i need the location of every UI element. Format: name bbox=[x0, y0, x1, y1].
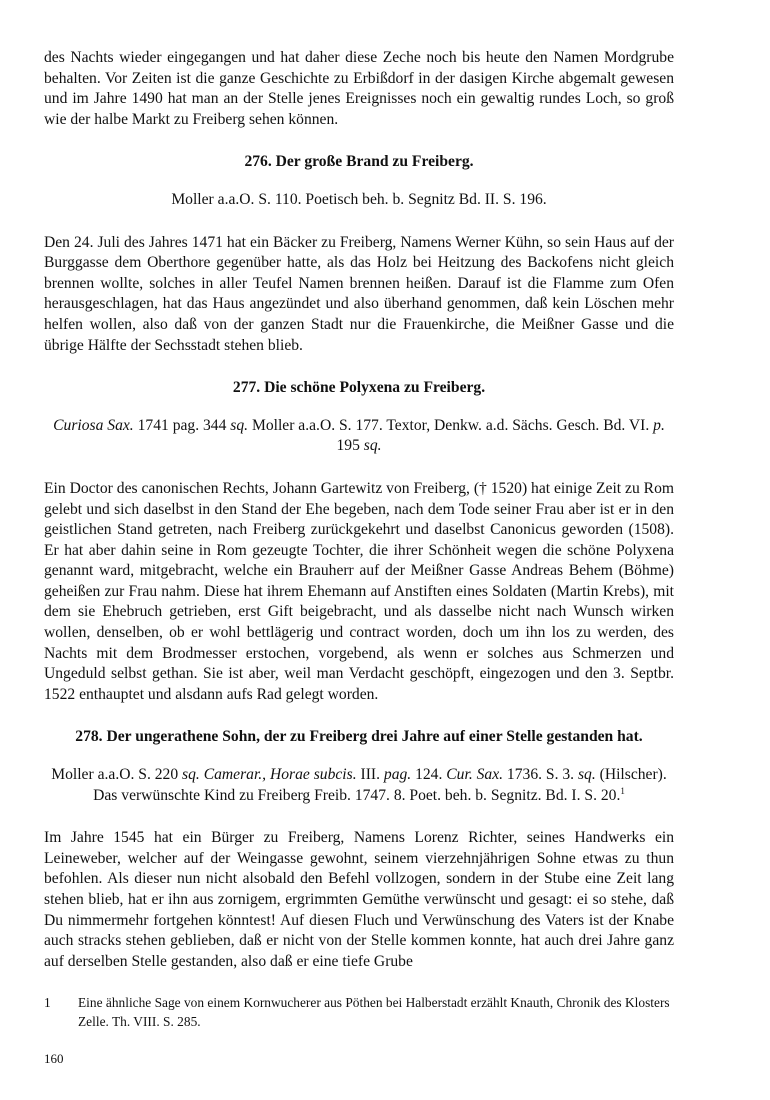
source-part: III. bbox=[356, 766, 384, 784]
section-277-body: Ein Doctor des canonischen Rechts, Johann Gartewitz von Freiberg, († 1520) hat einige Zeit zu Rom gelebt und sich daselbst in den Stand der Ehe begeben, nach dem Tode seiner Frau aber ist er in den geistlichen Stand getreten, nach Freiberg zurückgekehrt und daselbst Canonicus geworden (1508). Er hat aber dahin seine in Rom gezeugte Tochter, die ihrer Schönheit wegen die schöne Polyxena genannt ward, mitgebracht, welche ein Brauherr auf der Meißner Gasse Andreas Behem (Böhme) geheißen zur Frau nahm. Diese hat ihrem Ehemann auf Anstiften eines Soldaten (Martin Krebs), mit dem sie Ehebruch getrieben, erst Gift beigebracht, und als dasselbe nicht nach Wunsch wirken wollen, denselben, ob er wohl bettlägerig und contract worden, doch um ihn los zu werden, des Nachts mit dem Brodmesser erstochen, vorgebend, als wenn er solches aus Schmerzen und Ungeduld selbst gethan. Sie ist aber, weil man Verdacht geschöpft, eingezogen und den 3. Septbr. 1522 enthauptet und alsdann aufs Rad gelegt worden. bbox=[44, 479, 674, 703]
footnote-marker[interactable]: 1 bbox=[620, 785, 625, 796]
section-278-body: Im Jahre 1545 hat ein Bürger zu Freiberg, Namens Lorenz Richter, seines Handwerks ein Leineweber, welcher auf der Weingasse gewohnt, seinem vierzehnjährigen Sohne etwas zu thun befohlen. Als dieser nun nicht alsobald den Befehl vollzogen, sondern in der Stube eine Zeit lang stehen blieb, hat er ihn aus zornigem, ergrimmten Gemüthe verwünscht und gesagt: ei so stehe, daß Du nimmermehr fortgehen könntest! Auf diesen Fluch und Verwünschung des Vaters ist der Knabe auch stracks stehen geblieben, daß er nicht von der Stelle kommen konnte, hat auch drei Jahre ganz auf derselben Stelle gestanden, also daß er eine tiefe Grube bbox=[44, 829, 674, 970]
source-part: Moller a.a.O. S. 177. Textor, Denkw. a.d. Sächs. Gesch. Bd. VI. bbox=[248, 416, 654, 434]
footnote bbox=[44, 993, 674, 1031]
source-part: sq. bbox=[577, 766, 596, 784]
source-part: 1736. S. 3. bbox=[503, 766, 578, 784]
section-278-source bbox=[44, 765, 674, 806]
intro-paragraph: des Nachts wieder eingegangen und hat daher diese Zeche noch bis heute den Namen Mordgrube behalten. Vor Zeiten ist die ganze Geschichte zu Erbißdorf in der dasigen Kirche abgemalt gewesen und im Jahre 1490 hat man an der Stelle jenes Ereignisses noch ein gewaltig rundes Loch, so groß wie der halbe Markt zu Freiberg sehen können. bbox=[44, 49, 674, 128]
source-part: sq. bbox=[363, 437, 382, 455]
source-part: 1741 pag. 344 bbox=[133, 416, 231, 434]
section-277-title: 277. Die schöne Polyxena zu Freiberg. bbox=[232, 379, 486, 397]
section-276-title: 276. Der große Brand zu Freiberg. bbox=[244, 153, 474, 171]
page-content bbox=[44, 48, 674, 972]
section-277-source bbox=[44, 416, 674, 457]
source-part: pag. bbox=[383, 766, 412, 784]
source-part: (Hilscher). Das verwünschte Kind zu Freiberg Freib. 1747. 8. Poet. beh. b. Segnitz. Bd. I. S. 20. bbox=[93, 766, 667, 804]
section-278-title: 278. Der ungerathene Sohn, der zu Freiberg drei Jahre auf einer Stelle gestanden hat. bbox=[75, 728, 643, 746]
source-part: 124. bbox=[411, 766, 447, 784]
section-276-source: Moller a.a.O. S. 110. Poetisch beh. b. Segnitz Bd. II. S. 196. bbox=[171, 190, 547, 208]
footnote-text: Eine ähnliche Sage von einem Kornwucherer aus Pöthen bei Halberstadt erzählt Knauth, Chronik des Klosters Zelle. Th. VIII. S. 285. bbox=[78, 995, 670, 1029]
source-part: sq. Camerar., Horae subcis. bbox=[182, 766, 357, 784]
source-part: sq. bbox=[230, 416, 249, 434]
footnote-number: 1 bbox=[44, 995, 51, 1010]
source-part: p. bbox=[653, 416, 665, 434]
source-part: Curiosa Sax. bbox=[53, 416, 134, 434]
source-part: 195 bbox=[336, 437, 364, 455]
page-number: 160 bbox=[44, 1051, 64, 1066]
source-part: Moller a.a.O. S. 220 bbox=[51, 766, 183, 784]
source-part: Cur. Sax. bbox=[446, 766, 504, 784]
section-276-body: Den 24. Juli des Jahres 1471 hat ein Bäcker zu Freiberg, Namens Werner Kühn, so sein Haus auf der Burggasse dem Oberthore gegenüber hatte, als das Holz bei Heitzung des Backofens nicht gleich brennen wollte, solches in aller Teufel Namen brennen heißen. Darauf ist die Flamme zum Ofen herausgeschlagen, hat das Haus angezündet und also überhand genommen, daß kein Löschen mehr helfen wollen, also daß von der ganzen Stadt nur die Frauenkirche, die Meißner Gasse und die übrige Hälfte der Sechsstadt stehen blieb. bbox=[44, 233, 674, 354]
